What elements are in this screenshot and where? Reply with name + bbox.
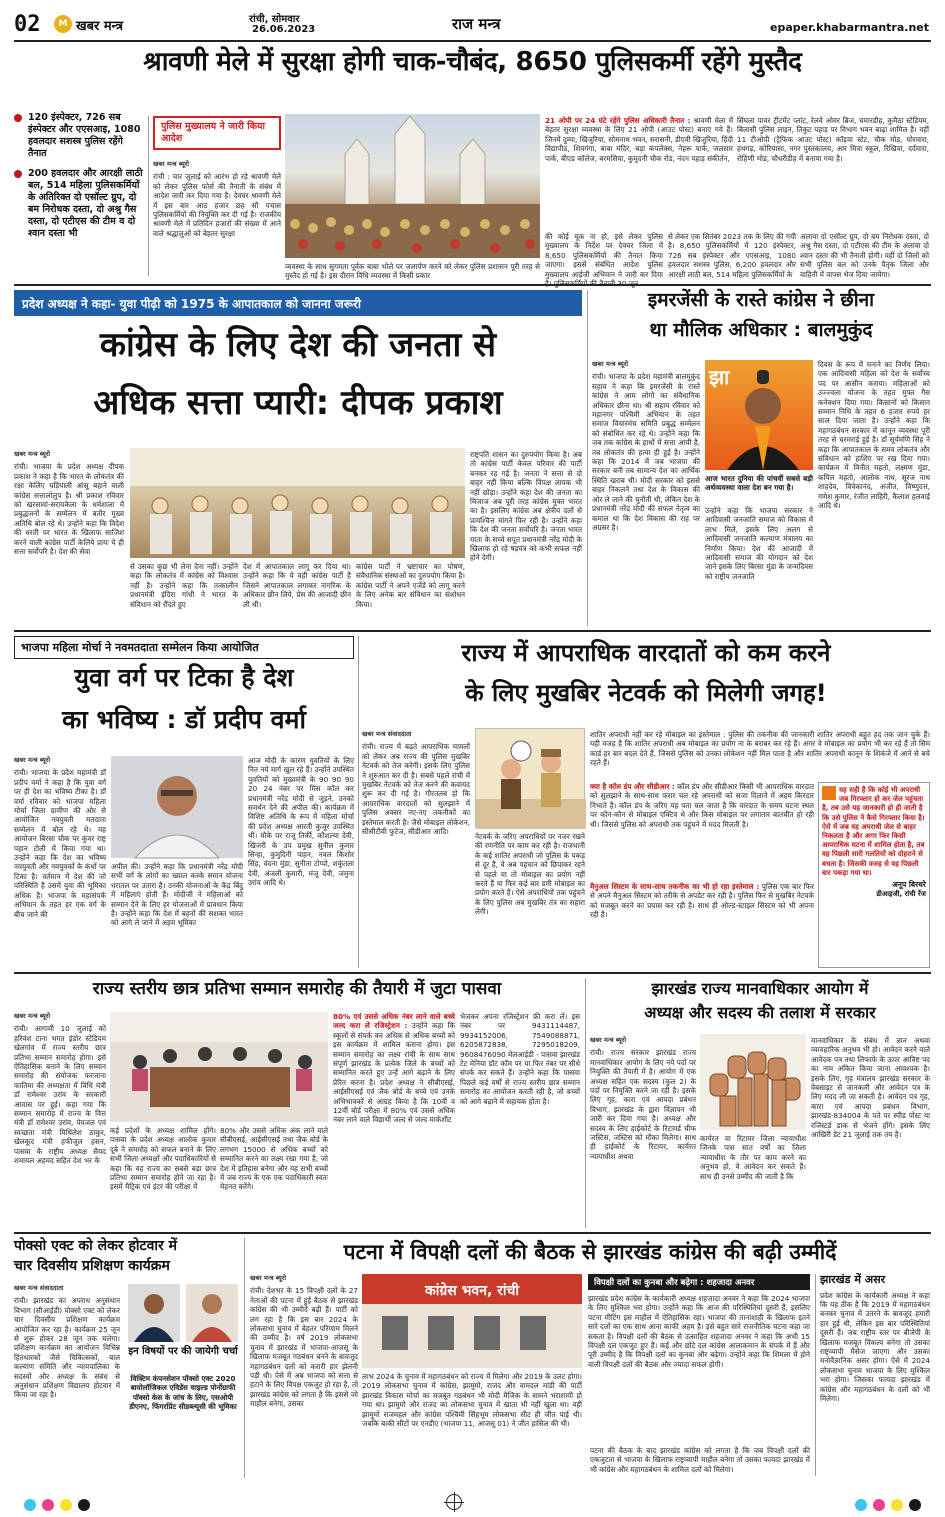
story7-headline-line1: झारखंड राज्य मानवाधिकार आयोग में (651, 979, 869, 998)
story4-text-a (14, 756, 106, 968)
masthead-url[interactable]: epaper.khabarmantra.net (770, 21, 929, 34)
story9-sub1-title: विपक्षी दलों का कुनबा और बढ़ेगा : शहजादा अनवर (588, 1274, 810, 1290)
yellow-dot-icon (60, 1499, 72, 1511)
story5-subhead-d: क्या है कॉल डंप और सीडीआर : (590, 782, 675, 791)
registration-marks-left (24, 1499, 90, 1511)
story9-sub2 (820, 1274, 930, 1476)
story9-caption: पटना की बैठक के बाद झारखंड कांग्रेस को लगता है कि जब विपक्षी दलों की एकजुटता से भाजपा के खिलाफ राष्ट्रव्यापी माहौल बनेगा तो उसका फायदा झारखंड में भी कांग्रेस और महागठबंधन के शामिल दलों को मिलेगा। (590, 1446, 810, 1474)
story8-text-a (14, 1284, 120, 1476)
story5-text-d (590, 782, 814, 878)
story2-text-c: देश में आपातकाल लागू कर दिया था। उन्होंने कहा कि ये वही कांग्रेस पार्टी है जिसने आपातकाल लगाकर नागरिक के अधिकार छीन लिये, प्रेस की आजादी छीन ली थी। (243, 562, 351, 609)
story6-text-a (14, 1012, 106, 1228)
story5-paragraph-c: शातिर अपराधी नहीं कर रहे मोबाइल का इस्तेमाल : पुलिस की तकनीक की जानकारी शातिर अपराधी बहुत हद तक जान चुके हैं। यही वजह है कि शातिर अपराधी अब मोबाइल का प्रयोग ना के बराबर कर रहे हैं। अगर वे मोबाइल का प्रयोग भी कर रहे हैं तो सिम कार्ड हर बार बदल देते हैं, जिससे पुलिस को उनका लोकेशन नहीं मिल पाता है और शातिर अपराधी कानून के शिकंजे में आने से बचे रहते हैं। (590, 730, 930, 768)
story6-byline: खबर मन्त्र ब्यूरो (14, 1012, 51, 1020)
story5-headline-line2: के लिए मुखबिर नेटवर्क को मिलेगी जगह! (465, 679, 827, 707)
portrait-illustration (111, 756, 243, 858)
story1-caption: व्यवस्था के साथ सुगमता पूर्वक बाबा भोले पर जलार्पण करने को लेकर पुलिस प्रशासन पूरी तरह से मुस्तैद हो गई है। इस दौरान विधि व्यवस्था में किसी प्रकार (285, 262, 540, 281)
story6-subhead-d: 80% एवं उससे अधिक नंबर लाने वाले बच्चे जल्द करा लें रजिस्ट्रेशन : (333, 1012, 455, 1031)
story2-byline: खबर मन्त्र ब्यूरो (14, 450, 51, 458)
story9-sub2-title: झारखंड में असर (820, 1273, 886, 1286)
masthead (14, 8, 931, 42)
story2-paragraph-a: रांची। भाजपा के प्रदेश अध्यक्ष दीपक प्रकाश ने कहा है कि भारत के लोकतंत्र की रक्षा केलिए घड़ियाली आंसू बहाने वाली कांग्रेस सत्तालोलुप है। श्री प्रकाश रविवार को खरसावां-सरायकेला के धर्मशाला में प्रबुद्धजनों के सम्मेलन में बतौर मुख्य अतिथि बोल रहे थे। उन्होंने कहा कि विदेश की धरती पर भारत के खिलाफ साजिश करने वाली कांग्रेस पार्टी केलिये प्रायः ये ही सत्ता सर्वोपरि है। देश की सेवा (14, 462, 124, 557)
story3-paragraph-a: रांची। भाजपा के प्रदेश महामंत्री बालमुकुंद सहाय ने कहा कि इमरजेंसी के रास्ते कांग्रेस ने आम लोगों का संवैधानिक अधिकार छीना था। श्री सहाय रविवार को महानगर पश्चिमी अभियान के तहत समाज विचारमंच समिति प्रबुद्ध सम्मेलन को संबोधित कर रहे थे। उन्होंने कहा कि जब तक कांग्रेस के हाथों में सत्ता आयी है, तब लोकतंत्र की हत्या ही हुई है। उन्होंने कहा कि 2014 में जब भाजपा की सरकार बनी तब सामान्य देश का आर्थिक स्थिति खराब थी। मोदी सरकार को इससे बाहर निकलने तथा देश के विकास की ओर ले जाने की चुनौती थी, लेकिन देश के प्रधानमंत्री नरेंद्र मोदी की सफल नेतृत्व का कमाल था कि देश विकास की राह पर अग्रसर है। (592, 372, 700, 532)
masthead-section: राज मन्त्र (452, 15, 501, 33)
magenta-dot-icon (873, 1499, 885, 1511)
yellow-dot-icon (891, 1499, 903, 1511)
story3-text-c: दिवस के रूप में मनाने का निर्णय लिया। एक आदिवासी महिला को देश के सर्वोच्च पद पर आसीन कराया। महिलाओं को उज्ज्वला योजना के तहत मुफ्त गैस कनेक्शन दिया गया। किसानों को किसान सम्मान निधि के तहत 6 हजार रुपये हर साल दिया जाता है। उन्होंने कहा कि महागठबंधन सरकार में कानून व्यवस्था पूरी तरह से चरमराई हुई है। डॉ सूर्यमणि सिंह ने कहा कि आपातकाल के समय लोकतंत्र और संविधान को हाशिए पर रख दिया गया। कार्यक्रम में विनीत महतो, लक्ष्मण मुंडा, कपिल महतो, आलोक नाथ, सूरज नाथ शाहदेव, विवेकानंद, अजीत, विष्णुदत्त, गणेश कुमार, रंजीत लाहिरी, कैलाश हलवाई आदि थे। (818, 360, 930, 511)
story7-headline-line2: अध्यक्ष और सदस्य की तलाश में सरकार (644, 1003, 876, 1022)
police-informer-illustration (476, 729, 586, 829)
story7-paragraph-a: रांची। राज्य सरकार झारखंड राज्य मानवाधिकार आयोग के लिए नये पदों पर नियुक्ति की तैयारी में है। आयोग में एक अध्यक्ष सहित एक सदस्य (कुल 2) के पदों पर नियुक्ति करने जा रही है। इसके लिए गृह, कारा एवं आपदा प्रबंधन विभाग, झारखंड के द्वारा विज्ञापन भी जारी कर दिया गया है। अध्यक्ष और सदस्य के लिए हाईकोर्ट के रिटायर्ड चीफ जस्टिस, जस्टिस को मौका मिलेगा। साथ ही हाईकोर्ट के रिटायर, कार्यरत न्यायाधीश अथवा (590, 1048, 696, 1161)
story9-text-a (250, 1274, 358, 1476)
brand-name: खबर मन्त्र (76, 19, 124, 34)
page-number: 02 (14, 12, 41, 37)
registration-marks-right (855, 1499, 921, 1511)
informer-illustration (475, 728, 585, 828)
story1-bullet-2: 200 हवलदार और आरक्षी लाठी बल, 514 महिला पुलिसकर्मियों के अतिरिक्त दो एसॉल्ट ग्रुप, दो बम निरोधक दस्ता, दो अश्रु गैस दस्ता, दो एटीएस की टीम व दो श्वान दस्ता भी (28, 168, 143, 239)
story4-text-c: आज मोदी के कारण युवतियों के लिए नित नये मार्ग खुल रहे हैं। उन्होंने उपस्थित युवतियों को मुख्यमंत्री के 90 90 90 20 24 नंबर पर मिस कॉल कर प्रधानमंत्री नरेंद्र मोदी से जुड़ने, उनको समर्थन देने की अपील की। कार्यक्रम में विशिष्ट अतिथि के रूप में महिला मोर्चा की प्रदेश अध्यक्ष आरती कुजूर उपस्थित थीं। मौके पर राजू तिर्की, कौशल्या देवी, खिजरी के उप प्रमुख सुनील कुमार सिन्हा, कुमुदिनी पाहन, नवल किशोर सिंह, वंदना मुंडा, सुनीता टोप्पो, शकुंतला देवी, अंजली कुमारी, मंजू देवी, जमुना उरांव आदि थे। (248, 756, 354, 888)
bjp-meeting-photo (130, 448, 465, 558)
story9-paragraph-a: रांची। देशभर के 15 विपक्षी दलों के 27 नेताओं की पटना में हुई बैठक से झारखंड कांग्रेस की भी उम्मीदें बढ़ी हैं। पार्टी को लग रहा है कि इस बार 2024 के लोकसभा चुनाव में बेहतर परिणाम मिलने की उम्मीद है। वर्ष 2019 लोकसभा चुनाव में झारखंड में भाजपा-आजसू के खिलाफ मजबूत गठबंधन बनने के बावजूद महागठबंधन दलों को करारी हार झेलनी पड़ी थी। ऐसे में अब भाजपा को सत्ता से हटाने के लिए विपक्ष एकजुट हो रहा है, तो झारखंड कांग्रेस को लगता है कि इससे जो माहौल बनेगा, उसका (250, 1286, 358, 1409)
portrait-illustration (705, 360, 813, 470)
story5-quote-box (818, 782, 930, 968)
masthead-date: 26.06.2023 (252, 24, 316, 35)
story5-paragraph-d: कॉल डंप और सीडीआर किसी भी आपराधिक वारदात को सुलझाने के साथ-साथ फरार चल रहे अपराधी को सजा दिलाने में अहम किरदार निभाते हैं। कॉल डंप के जरिए यह पता चल जाता है कि वारदात के समय घटना स्थल पर कौन-कौन से मोबाइल एक्टिव थे और किस मोबाइल पर लगातार बातचीत हो रही थी। जिससे पुलिस को अपराधी तक पहुंचने में मदद मिलती है। (590, 782, 814, 829)
story3-headline-line1: इमरजेंसी के रास्ते कांग्रेस ने छीना (647, 289, 875, 311)
paswa-meeting-photo (110, 1012, 328, 1122)
story1-paragraph-a: रांची : चार जुलाई को आरंभ हो रहे श्रावणी मेले को लेकर पुलिस फोर्स की तैनाती के संबंध में आदेश जारी कर दिया गया है। देवघर श्रावणी मेले में इस बार आठ हजार छह सौ पचास पुलिसकर्मियों की नियुक्ति कर दी गई है। राजकीय श्रावणी मेले में प्रतिदिन हजारों की संख्या में आने वाले श्रद्धालुओं को बेहतर सुरक्षा (153, 172, 281, 238)
story2-text-e: राष्ट्रपति शासन का दुरुपयोग किया है। अब तो कांग्रेस पार्टी केवल परिवार की पार्टी बनकर रह गई है। जनता ने सत्ता से दो बाहर नहीं किया बल्कि विपक्ष लायक भी नहीं छोड़ा। उन्होंने कहा देश की जनता का मिजाज अब पूरी तरह कांग्रेस मुक्त भारत का है। इसलिए कांग्रेस अब क्षेत्रीय दलों से प्रायश्चित्त मांगते फिर रही है। उन्होंने कहा कि देश की जनता सर्वोपरि है। जनता भारत माता के सच्चे सपूत प्रधानमंत्री नरेंद्र मोदी के खिलाफ हो रहे षड़यंत्र को कभी सफल नहीं होने देगी। (470, 450, 582, 563)
story1-bullet-1: 120 इंस्पेक्टर, 726 सब इंस्पेक्टर और एएसआइ, 1080 हवलदार सशस्त्र पुलिस रहेंगे तैनात (28, 112, 141, 159)
story5-text-e (590, 882, 814, 968)
story7-text-a (590, 1036, 696, 1228)
magenta-dot-icon (42, 1499, 54, 1511)
story6-text-c: 80% और उससे अधिक अंक लाने वाले सीबीएसई, आईसीएसई तथा जैक बोर्ड के लगभग 15000 से अधिक बच्चों को सम्मानित करने का लक्ष्य रखा गया है, जो देश में इतिहास बनेगा और यह सभी बच्चों में जब राज्य के एक एक पदाधिकारी स्वतः मेहनत करेंगे। (220, 1126, 328, 1192)
story4-headline-line2: का भविष्य : डॉ प्रदीप वर्मा (62, 705, 306, 734)
congress-bhawan-sign: कांग्रेस भवन, रांची (424, 1283, 520, 1299)
congress-bhawan-photo (362, 1274, 582, 1368)
story4-paragraph-a: रांची। भाजपा के प्रदेश महामंत्री डॉ प्रदीप वर्मा ने कहा है कि युवा वर्ग पर ही देश का भविष्य टीका है। डॉ वर्मा रविवार को भाजपा महिला मोर्चा जिला ग्रामीण की ओर से आयोजित नवयुवती मतदाता सम्मेलन में बोल रहे थे। यह आयोजन बिरसा चौक पर कुंवर राष्ट्र पहान टोली में किया गया था। उन्होंने कहा कि देश का भविष्य नवयुवती और नवयुवकों के कंधों पर टिका है। वर्तमान में देश की जो परिस्थिति है उसमें युवा की भूमिका अधिक है। भाजपा के महासंपर्क अभियान के तहत हर एक वर्ग के बीच जाने की (14, 768, 106, 919)
story9-headline: पटना में विपक्षी दलों की बैठक से झारखंड कांग्रेस की बढ़ी उम्मीदें (343, 1240, 837, 1264)
story6-text-d (333, 1012, 455, 1228)
masthead-place-day: रांची, सोमवार (249, 14, 300, 25)
story8-headline-line2: चार दिवसीय प्रशिक्षण कार्यक्रम (14, 1258, 170, 1274)
story5-text-c (590, 730, 930, 778)
meeting-illustration (130, 448, 465, 558)
story4-kicker: भाजपा महिला मोर्चा ने नवमतदाता सम्मेलन किया आयोजित (14, 636, 354, 659)
bullet-icon (14, 114, 22, 122)
story2-kicker: प्रदेश अध्यक्ष ने कहा- युवा पीढ़ी को 1975 के आपातकाल को जानना जरूरी (14, 290, 582, 316)
story3-text-b: उन्होंने कहा कि भाजपा सरकार ने आदिवासी जनजाति समाज को विकास में लाभ मिले, इसके लिए अलग से आदिवासी जनजाति कल्याण मंत्रालय का निर्माण किया। देश की आजादी में आदिवासी समाज की योगदान को देश जाने इसके लिए बिरसा मुंडा के जन्मदिवस को राष्ट्रीय जनजाति (705, 506, 813, 581)
story6-text-e: भेजकर अपना रजिस्ट्रेशन फ्री करा लें। इस नंबर पर 9431114487, 9934152006, 7549088871, 6205872838, 7295018209, 9608476090 मेलआईडी - पासवा झारखंड टेट मेनिया डॉट कॉम पर या फिर नंबर पर सीधे संपर्क कर सकते हैं। उन्होंने कहा कि पासवा पिछले कई वर्षों से राज्य स्तरीय छात्र सम्मान समारोह का आयोजन करती रही है, जो बच्चों को आगे बढ़ाने में सहायक होता है। (460, 1012, 580, 1106)
story5-byline: खबर मन्त्र संवाददाता (362, 730, 412, 738)
attendee-illustration (186, 1284, 238, 1342)
story9-text-b: लाभ 2024 के चुनाव में महागठबंधन को राज्य में मिलेगा और 2019 के उलट होगा। 2019 लोकसभा चुनाव में कांग्रेस, झामुमो, राजद और वामदल मांडी की पार्टी झारखंड विकास मोर्चा का मजबूत गठबंधन भी मोदी मैजिक के सामने भराशायी हो गया था। झामुमो और राजद का लोकसभा चुनाव में खाता भी नहीं खुला था। वहीं झामुमो राजमहल और कांग्रेस पश्चिमी सिंहभूम लोकसभा सीट ही जीत पाई थी। जबकि बाकी सीटों पर एनडीए (भाजपा 11, आजसू 01) ने जीत हासिल की थी। (362, 1372, 582, 1429)
story1-text-b (545, 116, 733, 226)
story2-headline-line1: कांग्रेस के लिए देश की जनता से (99, 325, 497, 365)
fists-illustration (700, 1034, 806, 1130)
story1-text-f: अलावा दो एसॉल्ट ग्रुप, दो बम निरोधक दस्ता, दो अश्रु गैस दस्ता, दो एटीएस की टीम के अलावा दो श्वान दस्ता की भी तैनाती होगी। वहीं दो जिलों को सभी पुलिस बल को उनके पैतृक जिला और वाहिनी में वापस भेज दिया जायेगा। (800, 232, 929, 279)
story9-sub1 (588, 1274, 810, 1442)
story8-headline-line1: पोक्सो एक्ट को लेकर होटवार में (14, 1238, 177, 1254)
story9-byline: खबर मन्त्र ब्यूरो (250, 1274, 287, 1282)
story9-sub1-text: झारखंड प्रदेश कांग्रेस के कार्यकारी अध्यक्ष शहजादा अनवर ने कहा कि 2024 भाजपा के लिए मुश्किल भरा होगा। उन्होंने कहा कि आज की परिस्थितियां दूसरी हैं, इसलिए पटना मीटिंग इस माहौल में ऐतिहासिक रहा। भाजपा की तानाशाही के खिलाफ इतने सारे दलों का एक साथ आना काफी अहम है। इसे बहुत सारे राजनीतिक घटना कहा जा सकता है। विपक्षी दलों की बैठक से उत्साहित शहजादा अनवर ने कहा कि अभी 15 विपक्षी दल एकजुट हुए हैं। कई और छोटे दल कांग्रेस आलाकमान के संपर्क में हैं और पूरी उम्मीद है कि विपक्षी दलों का कुनबा और बढ़ेगा। उन्होंने कहा कि शिमला में होने वाली विपक्षी दलों की बैठक और ज्यादा सफल होगी। (588, 1294, 810, 1369)
temple-crowd-photo (285, 114, 540, 258)
cyan-dot-icon (24, 1499, 36, 1511)
story8-paragraph-a: रांची। झारखंड का अपराध अनुसंधान विभाग (सीआईडी) पोक्सो एक्ट को लेकर चार दिवसीय प्रशिक्षण कार्यक्रम आयोजित कर रहा है। कार्यक्रम 25 जून से शुरू होकर 28 जून तक चलेगा। प्रशिक्षण कार्यक्रम का आयोजन विभिन्न हितधारकों जैसे चिकित्सकों, बाल कल्याण समिति और न्यायपालिका के सदस्यों और अध्यक्ष के संबंध से अनुसंधान प्रशिक्षण विद्यालय होटवार में किया जा रहा है। (14, 1296, 120, 1400)
story3-byline: खबर मन्त्र ब्यूरो (592, 360, 629, 368)
story1-paragraph-b: श्रावणी मेला में बेहतर सुरक्षा व्यवस्था के लिए 21 ओपी (आउट पोस्ट) बनाए गये हैं। जिनमें दुम्मा, खिजुरिया, सोमनाथ भवन, सरासनी, डीएवी खिजुरिया, हिंदी विद्यापीठ, शिवगंगा, बाबा मंदिर, बड़ा कंपलेक्स, नेहरू पार्क, जलसार पार्क, बीएड कॉलेज, बरमसिया, कुमुदनी चौक रोड, नंदन पहाड़ संकीर्तन, (545, 116, 733, 163)
meeting-room-illustration (110, 1012, 328, 1122)
story1-text-c: की कोई चूक ना हो, इसे लेकर पुलिस मुख्यालय के निर्देश पर देवघर जिला में 8,650 पुलिसकर्मियों की तैनात किया जाएगा। इससे संबंधित आदेश पुलिस मुख्यालय आईजी अभियान ने जारी कर दिया (545, 232, 663, 279)
story8-byline: खबर मन्त्र संवाददाता (14, 1284, 64, 1292)
story6-text-b: कई प्रदेशों के अध्यक्ष शामिल होंगे। पासवा के प्रदेश अध्यक्ष आलोक कुमार दूबे ने समारोह को सफल बनाने के लिए सभी जिला अध्यक्षों और पदाधिकारियों से कहा कि वह राज्य का सबसे बड़ा छात्र प्रतिभा सम्मान समारोह होने जा रहा है। इसमें मैट्रिक एवं इंटर की परीक्षा में (110, 1126, 216, 1192)
crosshair-icon (446, 1494, 462, 1510)
story5-subhead-e: मैनुअल सिस्टम के साथ-साथ तकनीक का भी हो रहा इस्तेमाल : (590, 882, 760, 891)
balmukund-portrait (705, 360, 813, 470)
cyan-dot-icon (855, 1499, 867, 1511)
story3-caption: आज भारत दुनिया की पांचवीं सबसे बड़ी अर्थव्यवस्था वाला देश बन गया है। (705, 474, 813, 493)
story6-paragraph-d: उन्होंने कहा कि स्कूलों से संपर्क कर अधिक से अधिक बच्चों को इस कार्यक्रम में शामिल कराना होगा। इस सम्मान समारोह का लक्ष्य रांची के साथ साथ संपूर्ण झारखंड के प्रत्येक जिले के बच्चों को सम्मानित करते हुए उन्हें आगे बढ़ाने के लिए प्रेरित करना है। प्रदेश अध्यक्ष ने सीबीएसई, आईसीएसई एवं जैक बोर्ड के बच्चे एवं उनके अभिभावकों से आग्रह किया है कि 10वीं व 12वीं बोर्ड परीक्षा में 80% एवं उससे अधिक नंबर लाने वाले विद्यार्थी जल्द से जल्द मार्कशीट (333, 1021, 455, 1125)
story7-text-b: कार्यरत या रिटायर जिला न्यायाधीश जिनके पास सात वर्षों का जिला न्यायाधीश के तौर पर काम करने का अनुभव हो, वे आवेदन कर सकते हैं। साथ ही उनसे उम्मीद की जाती है कि (700, 1134, 806, 1181)
story5-text-a (362, 730, 470, 968)
story1-text-e: सिंघला पावर ट्रीटमेंट प्लांट, रेलवे ओवर ब्रिज, चमारडीह, कुमैठा स्टेडियम, बिलासी पुलिस लाइन, तिकुट पहाड़ पर विभाग भवन बाढ़ा शामिल है। वहीं 11 टीओपी (ट्रैफिक आउट पोस्ट) कॉइया स्टेट, चौक मोड़, घोरमारा, हथगढ़, कोरियासा, नगर पुस्तकालय, आर मित्रा स्कूल, रिखिया, दर्दमारा, रोहिणी मोड़, चौधरीडीह में बनाया गया है। (737, 116, 929, 163)
story1-bullets (14, 112, 144, 248)
story5-headline-line1: राज्य में आपराधिक वारदातों को कम करने (461, 639, 831, 667)
story8-side-items: विक्टिम कंपनसेशन पॉक्सो एक्ट 2020 बायोलॉजिकल एविडेंस चाइल्ड पोर्नोग्राफी पॉक्सो केस के जांच के लिए, एसओपी डीएनए, फिंगरप्रिंट सीडब्ल्यूसी की भूमिका (129, 1374, 237, 1412)
story1-box-title: पुलिस मुख्यालय ने जारी किया आदेश (153, 116, 281, 150)
quote-icon (822, 786, 836, 800)
svg-text:झा: झा (709, 365, 730, 389)
story9-sub2-text: प्रदेश कांग्रेस के कार्यकारी अध्यक्ष ने कहा कि यह ठीक है कि 2019 में महागठबंधन बनकर चुनाव में उतरने के बावजूद हमारी हार हुई थी, लेकिन इस बार परिस्थितियां दूसरी हैं। जब राष्ट्रीय स्तर पर बीजेपी के खिलाफ मजबूत विकल्प बनेगा तो उसका राष्ट्रव्यापी मैसेज जाएगा और उसका मनोवैज्ञानिक असर होगा। ऐसे में 2024 लोकसभा चुनाव भाजपा के लिए मुश्किल भरा होगा। जिसका फायदा झारखंड में कांग्रेस और महागठबंधन के दलों को भी मिलेगा। (820, 1290, 930, 1404)
story6-headline: राज्य स्तरीय छात्र प्रतिभा सम्मान समारोह की तैयारी में जुटा पासवा (92, 979, 502, 999)
story5-quote: यह सही है कि कोई भी अपराधी जब गिरफ्तार हो कर जेल पहुंचता है, तब उसे यह जानकारी हो ही जाती है कि उसे पुलिस ने कैसे गिरफ्तार किया है। ऐसे में जब वह अपराधी जेल से बाहर निकलता है और अगर फिर किसी आपराधिक घटना में शामिल होता है, तब वह पिछली सारी गलतियों को दोहराने से बचता है। जिसकी वजह से वह पिछली बार पकड़ा गया था। (822, 786, 925, 877)
story5-paragraph-e: पुलिस एक बार फिर से अपने मैनुअल सिस्टम को तरीके से अपडेट कर रही है। पुलिस फिर से मुखबिर नेटवर्क को मजबूत करने का प्रयास कर रही है। साथ ही ओल्ड-स्टाइल सिस्टम को भी अपना रही है। (590, 882, 814, 920)
brand-logo-icon: M (54, 15, 72, 33)
raised-fists-photo (700, 1034, 806, 1130)
story4-text-b: अपील की। उन्होंने कहा कि प्रधानमंत्री नरेंद्र मोदी सभी वर्ग के लोगों का ख्याल करके समान योजना धरातल पर उतारा है। उनकी योजनाओं के केंद्र बिंदु में महिलाएं होती हैं। मोदीजी ने महिलाओं को सम्मान देने के लिए हर योजनाओं में प्रावधान किया है। उन्होंने कहा कि देश में बहनों की सशक्त भारत को आगे ले जाने में अहम भूमिका (111, 862, 243, 928)
story4-byline: खबर मन्त्र ब्यूरो (14, 756, 51, 764)
story1-text-a (153, 160, 281, 278)
story3-text-a (592, 360, 700, 626)
training-attendee-portrait (186, 1284, 238, 1342)
story3-headline-line2: था मौलिक अधिकार : बालमुकुंद (649, 319, 873, 341)
story4-headline-line1: युवा वर्ग पर टिका है देश (74, 663, 294, 692)
story1-subhead-b: 21 ओपी पर 24 घंटे रहेंगे पुलिस अधिकारी तैनात : (545, 116, 691, 125)
story7-byline: खबर मन्त्र ब्यूरो (590, 1036, 627, 1044)
temple-illustration (285, 114, 540, 258)
story7-text-c: मानवाधिकार के संबंध में ज्ञान अथवा व्यावहारिक अनुभव भी हो। आवेदन करने वाले आवेदक पत्र तथा लिफाफे के ऊपर आविष्ट पद का नाम अंकित किया जाना आवश्यक है। इसके लिए, गृह मंत्रालय झारखंड सरकार के वेबसाइट से जानकारी और आवेदन पत्र के लिए मदद ली जा सकती है। आवेदन पत्र गृह, कारा एवं आपदा प्रबंधन विभाग, झारखंड-834004 के पते पर स्पीड पोस्ट या रजिस्टर्ड डाक से भेजने होंगे। इसके लिए आखिरी डेट 21 जुलाई तक तय है। (811, 1036, 930, 1140)
story5-paragraph-a: रांची। राज्य में बढ़ते आपराधिक मामलों को लेकर अब राज्य की पुलिस मुखबिर नेटवर्क को तेज करेगी। इसके लिए पुलिस ने शुरुआत कर दी है। सबसे पहले रांची में मुखबिर नेटवर्क को तेज करने की कवायद शुरू कर दी गई है। गौरतलब हो कि आपराधिक वारदातों को सुलझाने में पुलिस अक्सर नए-नए तकनीकों का इस्तेमाल करती है। जैसे मोबाइल लोकेशन, सीसीटीवी फुटेज, सीडीआर आदि। (362, 742, 470, 837)
story6-paragraph-a: रांची। आगामी 10 जुलाई को हरिवंश टाना भगत इंडोर स्टेडियम खेलगांव में राज्य स्तरीय छात्र प्रतिभा सम्मान समारोह होगा। इसे ऐतिहासिक बनाने के लिए सम्मान समारोह की संयोजक फरजाना फातिमा की अध्यक्षता में विधि मंत्री डॉ रामेश्वर उरांव के सरकारी आवास पर हुई। कहा गया कि सम्मान समारोह में राज्य के वित्त मंत्री डॉ रामेश्वर उरांव, पेयजल एवं स्वच्छता मंत्री मिथिलेश ठाकुर, खेलकूद मंत्री हफीजुल हसन, पासवा के राष्ट्रीय अध्यक्ष सैयद शमायल अहमद सहित देश भर के (14, 1024, 106, 1166)
bullet-icon (14, 170, 22, 178)
story1-byline: खबर मन्त्र ब्यूरो (153, 160, 190, 168)
officer-illustration (128, 1284, 180, 1342)
pradeep-verma-portrait (111, 756, 243, 858)
story1-text-d: से लेकर एक सितंबर 2023 तक के लिए की गयी है। 8,650 पुलिसकर्मियों में 120 इंस्पेक्टर, 726 सब इंस्पेक्टर और एएसआइ, 1080 हवलदार सशस्त्र पुलिस, 6,200 हवलदार और आरक्षी लाठी बल, 514 महिला पुलिसकर्मियों के (668, 232, 796, 279)
story2-headline-line2: अधिक सत्ता प्यारी: दीपक प्रकाश (93, 383, 503, 423)
story5-quote-title: डीआइजी, रांची रेंज (876, 890, 926, 899)
black-dot-icon (78, 1499, 90, 1511)
story1-headline: श्रावणी मेले में सुरक्षा होगी चाक-चौबंद, 8650 पुलिसकर्मी रहेंगे मुस्तैद (143, 47, 802, 77)
black-dot-icon (909, 1499, 921, 1511)
story2-text-a (14, 450, 124, 626)
story5-text-b: नेटवर्क के जरिए अपराधियों पर नजर रखने की रणनीति पर काम कर रही है। राजधानी के कई शातिर अपराधी जो पुलिस के पकड़ से दूर हैं, वे अब पहचान को छिपाकर रहने से पहले या तो मोबाइल का प्रयोग नहीं करते हैं या फिर कई बार डमी मोबाइल का प्रयोग करते हैं। ऐसे अपराधियों तक पहुंचने के लिए पुलिस अब मुखबिर तंत्र का सहारा लेगी। (475, 832, 585, 917)
story5-quote-author: अनूप बिरथरे (892, 880, 926, 890)
cid-officer-portrait (128, 1284, 180, 1342)
story2-text-d: कांग्रेस पार्टी ने भ्रष्टाचार का पोषण, संवैधानिक संस्थाओं का दुरुपयोग किया है। कांग्रेस पार्टी ने अपने एजेंडे को लागू करने के लिए अनेक बार संविधान का संशोधन किया। (356, 562, 465, 609)
story2-text-b: से उसका कुछ भी लेना देना नहीं। उन्होंने कहा कि लोकतंत्र में कांग्रेस को विश्वास नहीं है। उन्होंने कहा कि तत्कालीन प्रधानमंत्री इंदिरा गांधी ने भारत के संविधान को रौंदते हुए (130, 562, 238, 609)
story8-side-title: इन विषयों पर की जायेगी चर्चा (128, 1346, 238, 1357)
